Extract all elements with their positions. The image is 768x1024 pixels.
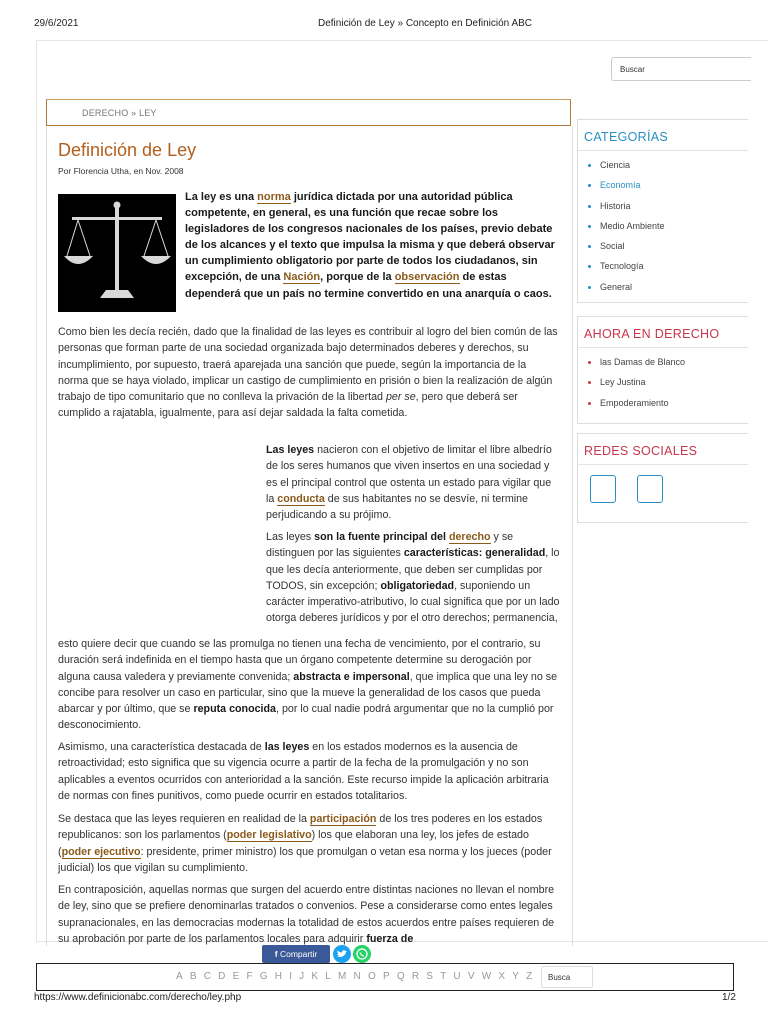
category-social[interactable]: Social — [600, 236, 748, 256]
sidebar-categories — [577, 119, 748, 303]
social-heading: REDES SOCIALES — [584, 444, 698, 458]
alphabet-letters — [176, 971, 539, 982]
alpha-letter[interactable]: E — [232, 971, 247, 982]
byline: Por Florencia Utha, en Nov. 2008 — [58, 166, 184, 176]
article-paragraph: Asimismo, una característica destacada de las leyes en los estados modernos es la ausencia de retroactividad; esto significa que su vigencia ocurre a partir de la fecha de la promulgación y no son aplicables a eventos ocurridos con anterioridad a la sanción. Este recurso impide la aplicación arbitraria de normas con fines punitivos, como puede ocurrir en estados totalitarios. — [58, 741, 549, 802]
article-paragraph: esto quiere decir que cuando se las promulga no tienen una fecha de vencimiento, por el contrario, su duración será indefinida en el tiempo hasta que un órgano competente determine su derogación por alguna causa valedera y previamente convenida; abstracta e impersonal, que implica que una ley no se concibe para resolver un caso en particular, sino que la mueve la generalidad de los casos que pueda abarcar y por último, que se reputa conocida, por lo cual nadie podrá argumentar que no la cumplió por desconocimiento. — [58, 638, 558, 732]
alpha-letter[interactable]: H — [274, 971, 290, 982]
social-button-2[interactable] — [637, 475, 663, 503]
alpha-letter[interactable]: N — [353, 971, 368, 982]
link-observacion[interactable]: observación — [394, 271, 460, 284]
alpha-letter[interactable]: Y — [512, 971, 527, 982]
link-nacion[interactable]: Nación — [283, 271, 321, 284]
alpha-letter[interactable]: V — [467, 971, 482, 982]
alpha-letter[interactable]: U — [453, 971, 468, 982]
alpha-letter[interactable]: Q — [396, 971, 412, 982]
alpha-letter[interactable]: C — [203, 971, 219, 982]
article-paragraph-clip — [58, 882, 561, 945]
alpha-search-input[interactable]: Busca — [541, 966, 593, 988]
article-paragraph: Las leyes son la fuente principal del derecho y se distinguen por las siguientes características: generalidad, lo que les decía anteriormente, que deben ser cumplidas por TODOS, sin excepción; obligatoriedad, suponiendo un carácter imperativo-atributivo, lo cual significa que por un lado otorga deberes jurídicos y por el otro derechos; permanencia, — [266, 531, 560, 625]
social-button-1[interactable] — [590, 475, 616, 503]
alpha-letter[interactable]: X — [498, 971, 513, 982]
alpha-letter[interactable]: J — [299, 971, 312, 982]
category-ciencia[interactable]: Ciencia — [600, 155, 748, 175]
link-derecho[interactable]: derecho — [448, 531, 491, 543]
alpha-letter[interactable]: B — [189, 971, 204, 982]
alpha-letter[interactable]: O — [367, 971, 383, 982]
alpha-letter[interactable]: M — [338, 971, 354, 982]
categories-heading: CATEGORÍAS — [584, 130, 669, 144]
article-paragraph: Se destaca que las leyes requieren en realidad de la participación de los tres poderes en los estados republicanos: son los parlamentos (poder legislativo) los que elaboran una ley, los jefes de estado (poder ejecutivo: presidente, primer ministro) los que promulgan o vetan esa norma y los jueces (poder judicial) los que vigilan su cumplimiento. — [58, 813, 552, 874]
alpha-letter[interactable]: R — [411, 971, 427, 982]
article-paragraph: En contraposición, aquellas normas que surgen del acuerdo entre distintas naciones no llevan el nombre de ley, sino que se prefiere denominarlas tratados o convenios. Pese a considerarse como entes legales supranacionales, en las democracias modernas la totalidad de estos acuerdos entre países requieren de su aprobación por parte de los parlamentos locales para adquirir fuerza de — [58, 884, 555, 945]
link-conducta[interactable]: conducta — [277, 492, 325, 505]
print-title: Definición de Ley » Concepto en Definición ABC — [318, 18, 533, 29]
link-poder-legislativo[interactable]: poder legislativo — [226, 829, 312, 842]
alpha-letter[interactable]: G — [259, 971, 275, 982]
share-twitter-button[interactable] — [333, 945, 351, 963]
search-input[interactable]: Buscar — [611, 57, 751, 81]
sidebar-now — [577, 316, 748, 424]
alpha-letter[interactable]: S — [426, 971, 441, 982]
breadcrumb[interactable]: DERECHO » LEY — [82, 108, 157, 118]
category-general[interactable]: General — [600, 277, 748, 297]
alpha-letter[interactable]: Z — [526, 971, 540, 982]
alpha-letter[interactable]: P — [382, 971, 397, 982]
category-medio-ambiente[interactable]: Medio Ambiente — [600, 216, 748, 236]
category-tecnologia[interactable]: Tecnología — [600, 256, 748, 276]
link-norma[interactable]: norma — [257, 191, 291, 203]
share-whatsapp-button[interactable] — [353, 945, 371, 963]
scales-of-justice-image — [58, 194, 176, 312]
share-facebook-button[interactable] — [262, 945, 330, 963]
link-poder-ejecutivo[interactable]: poder ejecutivo — [61, 845, 141, 858]
share-label: Compartir — [279, 949, 318, 959]
page-title: Definición de Ley — [58, 140, 197, 160]
article-paragraph: Como bien les decía recién, dado que la finalidad de las leyes es contribuir al logro del bien común de las personas que forman parte de una sociedad organizada bajo determinados deberes y derechos, su incumplimiento, por supuesto, traerá aparejada una sanción que puede, según la importancia de la norma que se haya violado, implicar un castigo de cumplimiento en prisión o bien la realización de algún trabajo de tipo comunitario que no conlleva la privación de la libertad per se, pero que deberá ser cumplido a rajatabla, igualmente, para así dejar saldada la falta cometida. — [58, 326, 558, 420]
alpha-letter[interactable]: D — [218, 971, 233, 982]
alpha-letter[interactable]: A — [176, 971, 190, 982]
alpha-letter[interactable]: F — [246, 971, 260, 982]
alpha-letter[interactable]: I — [289, 971, 300, 982]
alpha-letter[interactable]: K — [311, 971, 326, 982]
facebook-icon: f — [274, 949, 278, 959]
twitter-icon — [333, 945, 351, 963]
footer-url: https://www.definicionabc.com/derecho/ley.php — [34, 992, 242, 1003]
alpha-letter[interactable]: T — [440, 971, 454, 982]
now-item[interactable]: las Damas de Blanco — [600, 352, 748, 372]
article-intro: La ley es una norma jurídica dictada por una autoridad pública competente, en general, es una función que recae sobre los legisladores de los congresos nacionales de los países, previo debate de los alcances y el texto que impulsa la misma y que deberá observar un cumplimiento obligatorio por parte de todos los ciudadanos, sin excepción, de una Nación, porque de la observación de estas dependerá que un país no termine convertido en una anarquía o caos. — [185, 191, 555, 300]
category-historia[interactable]: Historia — [600, 196, 748, 216]
article-paragraph: Las leyes nacieron con el objetivo de limitar el libre albedrío de los seres humanos que viven insertos en una sociedad y es el principal control que ostenta un estado para vigilar que la conducta de sus habitantes no se desvíe, ni termine perjudicando a su prójimo. — [266, 444, 552, 522]
now-item[interactable]: Ley Justina — [600, 372, 748, 392]
print-date: 29/6/2021 — [34, 18, 79, 29]
alpha-letter[interactable]: L — [325, 971, 339, 982]
category-economia[interactable]: Economía — [600, 175, 748, 195]
now-heading: AHORA EN DERECHO — [584, 327, 720, 341]
alpha-letter[interactable]: W — [481, 971, 499, 982]
link-participacion[interactable]: participación — [309, 813, 377, 825]
footer-page-number: 1/2 — [722, 992, 736, 1003]
now-item[interactable]: Empoderamiento — [600, 393, 748, 413]
whatsapp-icon — [353, 945, 371, 963]
